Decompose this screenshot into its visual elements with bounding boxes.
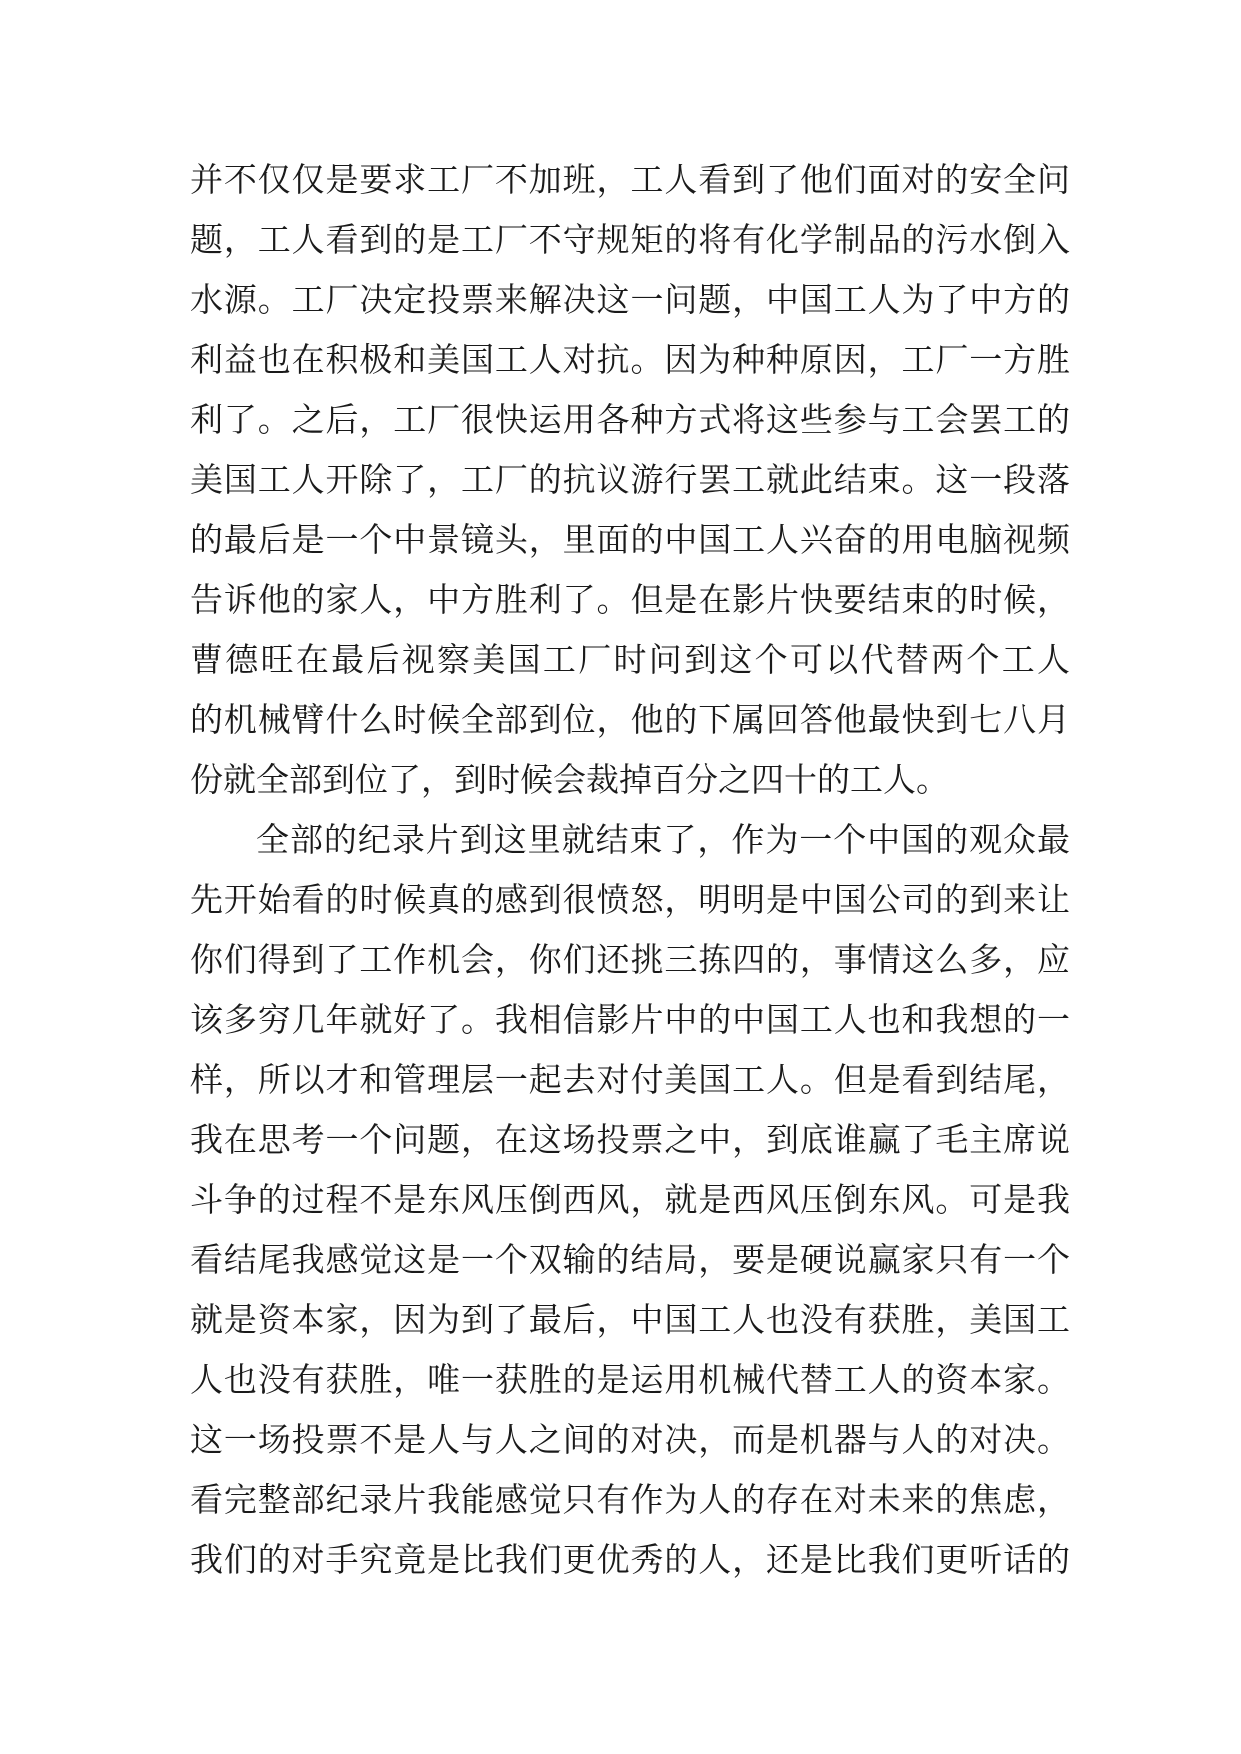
text-line: 题，工人看到的是工厂不守规矩的将有化学制品的污水倒入 (190, 220, 1070, 259)
text-line: 利了。之后，工厂很快运用各种方式将这些参与工会罢工的 (190, 400, 1070, 439)
text-line: 利益也在积极和美国工人对抗。因为种种原因，工厂一方胜 (190, 340, 1070, 379)
text-line: 我在思考一个问题，在这场投票之中，到底谁赢了毛主席说 (190, 1120, 1070, 1159)
text-line: 并不仅仅是要求工厂不加班，工人看到了他们面对的安全问 (190, 160, 1070, 199)
text-line: 这一场投票不是人与人之间的对决，而是机器与人的对决。 (190, 1420, 1070, 1459)
text-line: 美国工人开除了，工厂的抗议游行罢工就此结束。这一段落 (190, 460, 1070, 499)
text-line: 的最后是一个中景镜头，里面的中国工人兴奋的用电脑视频 (190, 520, 1070, 559)
document-body (190, 150, 1070, 1590)
text-line: 你们得到了工作机会，你们还挑三拣四的，事情这么多，应 (190, 940, 1070, 979)
text-line: 就是资本家，因为到了最后，中国工人也没有获胜，美国工 (190, 1300, 1070, 1339)
text-line: 看结尾我感觉这是一个双输的结局，要是硬说赢家只有一个 (190, 1240, 1070, 1279)
text-line: 曹德旺在最后视察美国工厂时问到这个可以代替两个工人 (190, 640, 1070, 679)
text-line: 的机械臂什么时候全部到位，他的下属回答他最快到七八月 (190, 700, 1070, 739)
text-line: 水源。工厂决定投票来解决这一问题，中国工人为了中方的 (190, 280, 1070, 319)
text-line: 告诉他的家人，中方胜利了。但是在影片快要结束的时候， (190, 580, 1070, 619)
paragraph-2 (190, 810, 1070, 1590)
text-line: 全部的纪录片到这里就结束了，作为一个中国的观众最 (256, 820, 1070, 859)
text-line: 该多穷几年就好了。我相信影片中的中国工人也和我想的一 (190, 1000, 1070, 1039)
text-line: 样，所以才和管理层一起去对付美国工人。但是看到结尾， (190, 1060, 1070, 1099)
text-line: 我们的对手究竟是比我们更优秀的人，还是比我们更听话的 (190, 1540, 1070, 1579)
text-line: 人也没有获胜，唯一获胜的是运用机械代替工人的资本家。 (190, 1360, 1070, 1399)
text-line: 看完整部纪录片我能感觉只有作为人的存在对未来的焦虑， (190, 1480, 1070, 1519)
text-line: 份就全部到位了，到时候会裁掉百分之四十的工人。 (190, 760, 949, 799)
text-line: 斗争的过程不是东风压倒西风，就是西风压倒东风。可是我 (190, 1180, 1070, 1219)
text-line: 先开始看的时候真的感到很愤怒，明明是中国公司的到来让 (190, 880, 1070, 919)
paragraph-1 (190, 150, 1070, 810)
